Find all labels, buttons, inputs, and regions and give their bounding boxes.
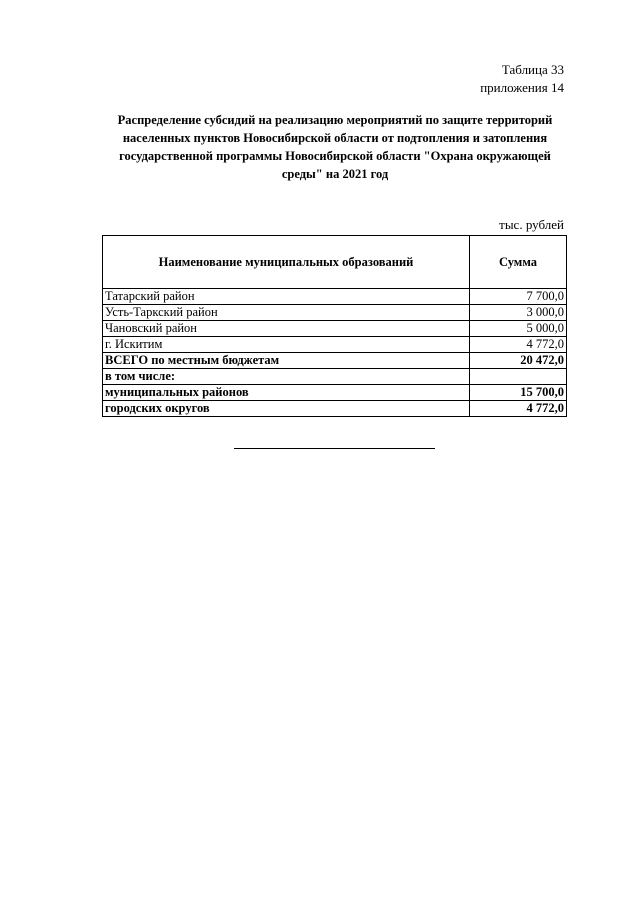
subtotal-row	[103, 385, 567, 401]
table-row	[103, 321, 567, 337]
row-amount	[470, 369, 567, 385]
row-name: Чановский район	[103, 321, 470, 337]
row-amount: 3 000,0	[470, 305, 567, 321]
subheading-row	[103, 369, 567, 385]
row-amount: 7 700,0	[470, 289, 567, 305]
closing-rule	[234, 448, 435, 449]
row-name: Усть-Таркский район	[103, 305, 470, 321]
row-amount: 4 772,0	[470, 401, 567, 417]
title-line: среды" на 2021 год	[281, 167, 389, 181]
title-line: государственной программы Новосибирской области "Охрана окружающей	[119, 149, 551, 163]
subsidy-table	[102, 235, 567, 417]
table-row	[103, 289, 567, 305]
table-header-row	[103, 236, 567, 289]
row-amount: 15 700,0	[470, 385, 567, 401]
column-header-amount: Сумма	[470, 236, 567, 289]
row-name: ВСЕГО по местным бюджетам	[103, 353, 470, 369]
table-row	[103, 305, 567, 321]
row-name: муниципальных районов	[103, 385, 470, 401]
table-reference: Таблица 33	[501, 62, 564, 77]
row-name: городских округов	[103, 401, 470, 417]
row-name: в том числе:	[103, 369, 470, 385]
document-title	[100, 111, 570, 183]
total-row	[103, 353, 567, 369]
appendix-reference: приложения 14	[480, 80, 564, 95]
row-name: Татарский район	[103, 289, 470, 305]
title-line: населенных пунктов Новосибирской области от подтопления и затопления	[122, 131, 548, 145]
row-amount: 20 472,0	[470, 353, 567, 369]
row-amount: 4 772,0	[470, 337, 567, 353]
subtotal-row	[103, 401, 567, 417]
units-label: тыс. рублей	[499, 217, 564, 232]
row-name: г. Искитим	[103, 337, 470, 353]
title-line: Распределение субсидий на реализацию мероприятий по защите территорий	[117, 113, 553, 127]
table-row	[103, 337, 567, 353]
column-header-name: Наименование муниципальных образований	[103, 236, 470, 289]
row-amount: 5 000,0	[470, 321, 567, 337]
